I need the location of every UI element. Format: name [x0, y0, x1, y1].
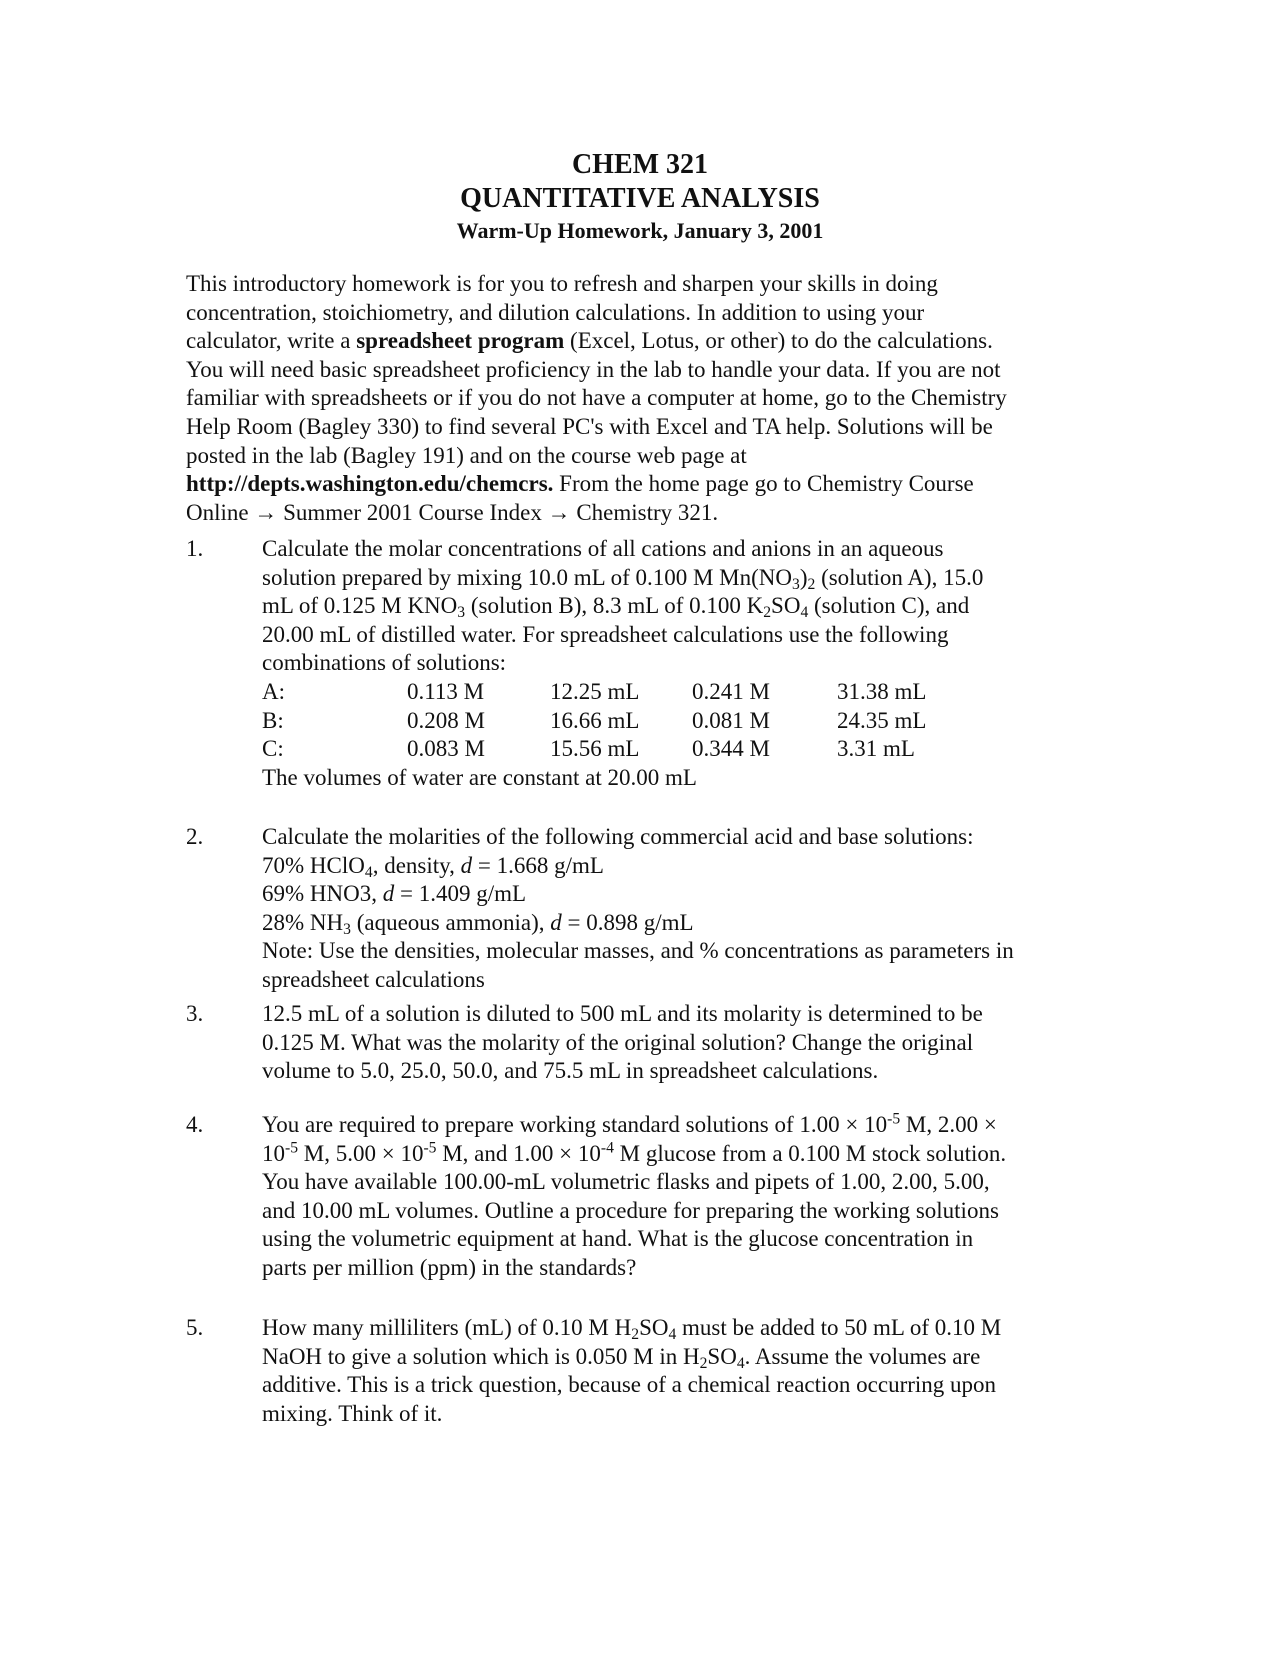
row-label: A:: [262, 678, 285, 704]
question-line: [262, 1314, 1092, 1343]
combination-row-a: [262, 678, 1092, 707]
question-line: [262, 1343, 1092, 1372]
text-run: 28% NH: [262, 909, 344, 935]
question-body: [262, 1111, 1092, 1283]
cell: 0.208 M: [407, 707, 485, 733]
question-line: spreadsheet calculations: [262, 966, 485, 992]
text-run: SO: [639, 1315, 669, 1340]
subscript: 2: [631, 1325, 640, 1343]
density-symbol: d: [550, 909, 562, 935]
text-run: = 1.409 g/mL: [394, 881, 527, 907]
question-line: Calculate the molarities of the following commercial acid and base solutions:: [262, 824, 974, 849]
course-url: http://depts.washington.edu/chemcrs.: [186, 471, 554, 497]
text-run: NaOH to give a solution which is 0.050 M in H: [262, 1343, 700, 1369]
combination-row-c: [262, 735, 1092, 764]
spreadsheet-program-emphasis: spreadsheet program: [356, 328, 565, 354]
subscript: 3: [457, 604, 466, 622]
cell: 3.31 mL: [837, 736, 915, 762]
cell: 0.344 M: [692, 736, 770, 762]
intro-line: posted in the lab (Bagley 191) and on the course web page at: [186, 442, 747, 468]
density-symbol: d: [460, 852, 473, 878]
course-title: QUANTITATIVE ANALYSIS: [460, 183, 820, 214]
text-run: (aqueous ammonia),: [350, 909, 551, 935]
text-run: mL of 0.125 M KNO: [262, 593, 458, 619]
course-number: CHEM 321: [571, 149, 709, 180]
cell: 0.081 M: [692, 707, 770, 733]
cell: 16.66 mL: [550, 707, 640, 733]
text-run: must be added to 50 mL of 0.10 M: [676, 1315, 1002, 1340]
question-line: You have available 100.00-mL volumetric flasks and pipets of 1.00, 2.00, 5.00,: [262, 1169, 990, 1195]
question-body: [262, 535, 1092, 792]
cell: 0.083 M: [407, 736, 485, 762]
subscript: 4: [800, 604, 809, 622]
text-run: solution prepared by mixing 10.0 mL of 0.100 M Mn(NO: [262, 564, 793, 590]
cell: 0.113 M: [407, 678, 485, 704]
cell: 24.35 mL: [837, 707, 927, 733]
text-run: M, 2.00 ×: [900, 1112, 997, 1137]
question-number: 2.: [186, 824, 204, 849]
subscript: 2: [763, 604, 772, 622]
question-line: [262, 880, 1092, 909]
text-run: 69% HNO3,: [262, 881, 383, 907]
density-symbol: d: [382, 881, 395, 907]
intro-line: You will need basic spreadsheet proficiency in the lab to handle your data. If you are not: [186, 356, 1001, 382]
text-run: 10: [262, 1140, 285, 1166]
text-run: ): [799, 564, 808, 590]
subscript: 4: [364, 863, 373, 881]
question-line: combinations of solutions:: [262, 650, 507, 676]
question-line: additive. This is a trick question, because of a chemical reaction occurring upon: [262, 1372, 997, 1398]
cell: 0.241 M: [692, 678, 770, 704]
text-run: SO: [771, 593, 801, 619]
assignment-subtitle: Warm-Up Homework, January 3, 2001: [456, 218, 824, 243]
text-run: 70% HClO: [262, 852, 365, 878]
question-line: 12.5 mL of a solution is diluted to 500 mL and its molarity is determined to be: [262, 1001, 983, 1026]
intro-line: familiar with spreadsheets or if you do not have a computer at home, go to the Chemistry: [186, 385, 1007, 411]
intro-line: [186, 327, 1086, 356]
question-number: 5.: [186, 1315, 204, 1340]
question-line: volume to 5.0, 25.0, 50.0, and 75.5 mL in spreadsheet calculations.: [262, 1058, 879, 1084]
intro-text: (Excel, Lotus, or other) to do the calculations.: [564, 328, 993, 354]
text-run: = 1.668 g/mL: [472, 852, 604, 878]
intro-line: [186, 470, 1086, 499]
question-line: [262, 592, 1092, 621]
text-run: You are required to prepare working standard solutions of 1.00 × 10: [262, 1112, 888, 1137]
superscript: -4: [600, 1139, 614, 1156]
question-body: [262, 1314, 1092, 1428]
subscript: 3: [792, 575, 800, 593]
cell: 15.56 mL: [550, 736, 640, 762]
cell: 12.25 mL: [550, 678, 640, 704]
text-run: SO: [707, 1343, 737, 1369]
question-line: using the volumetric equipment at hand. What is the glucose concentration in: [262, 1226, 974, 1252]
question-line: [262, 1140, 1092, 1169]
question-line: [262, 564, 1092, 593]
intro-text: From the home page go to Chemistry Course: [553, 471, 974, 497]
question-line: [262, 1111, 1092, 1140]
text-run: . Assume the volumes are: [744, 1343, 981, 1369]
question-number: 4.: [186, 1112, 204, 1137]
superscript: -5: [887, 1110, 901, 1128]
intro-line: concentration, stoichiometry, and dilution calculations. In addition to using your: [186, 299, 925, 325]
question-number: 3.: [186, 1001, 204, 1026]
combination-row-b: [262, 707, 1092, 736]
question-line: The volumes of water are constant at 20.00 mL: [262, 764, 697, 790]
text-run: (solution A), 15.0: [815, 564, 984, 590]
intro-line: This introductory homework is for you to refresh and sharpen your skills in doing: [186, 271, 938, 296]
text-run: , density,: [372, 852, 461, 878]
question-line: [262, 909, 1092, 938]
subscript: 4: [668, 1325, 677, 1343]
question-line: 20.00 mL of distilled water. For spreadsheet calculations use the following: [262, 621, 949, 647]
cell: 31.38 mL: [837, 678, 927, 704]
row-label: C:: [262, 736, 284, 762]
text-run: = 0.898 g/mL: [561, 909, 694, 935]
subscript: 2: [807, 575, 816, 593]
text-run: How many milliliters (mL) of 0.10 M H: [262, 1315, 632, 1340]
subscript: 4: [736, 1354, 745, 1372]
row-label: B:: [262, 707, 284, 733]
subscript: 3: [343, 920, 351, 938]
text-run: (solution C), and: [808, 593, 970, 619]
subscript: 2: [699, 1354, 708, 1372]
question-line: mixing. Think of it.: [262, 1400, 443, 1426]
superscript: -5: [285, 1139, 299, 1156]
question-body: [262, 1000, 1092, 1086]
intro-paragraph: [186, 270, 1086, 527]
text-run: M, and 1.00 × 10: [436, 1140, 601, 1166]
question-line: Calculate the molar concentrations of all cations and anions in an aqueous: [262, 536, 944, 561]
text-run: M, 5.00 × 10: [298, 1140, 424, 1166]
text-run: M glucose from a 0.100 M stock solution.: [613, 1140, 1007, 1166]
intro-line: Help Room (Bagley 330) to find several PC's with Excel and TA help. Solutions will be: [186, 413, 993, 439]
intro-text: calculator, write a: [186, 328, 357, 354]
document-header: [0, 148, 1280, 246]
text-run: (solution B), 8.3 mL of 0.100 K: [465, 593, 764, 619]
question-line: 0.125 M. What was the molarity of the original solution? Change the original: [262, 1029, 974, 1055]
intro-line: Online → Summer 2001 Course Index → Chemistry 321.: [186, 499, 719, 525]
question-line: [262, 852, 1092, 881]
superscript: -5: [423, 1139, 437, 1156]
question-line: and 10.00 mL volumes. Outline a procedure for preparing the working solutions: [262, 1197, 999, 1223]
question-body: [262, 823, 1092, 995]
question-line: parts per million (ppm) in the standards?: [262, 1254, 637, 1280]
question-line: Note: Use the densities, molecular masses, and % concentrations as parameters in: [262, 938, 1014, 964]
question-number: 1.: [186, 536, 204, 561]
